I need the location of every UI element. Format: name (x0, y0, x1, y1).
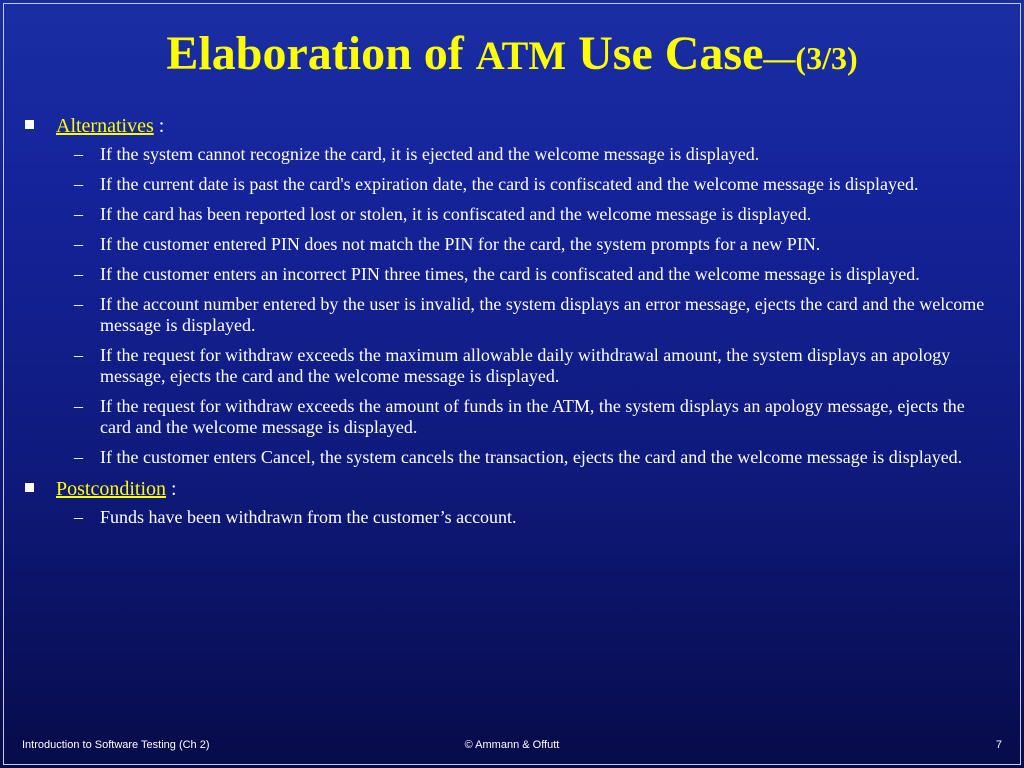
list-item (74, 345, 997, 387)
footer-course: Introduction to Software Testing (Ch 2) (22, 739, 210, 751)
list-item-text: If the card has been reported lost or stolen, it is confiscated and the welcome message is displayed. (100, 204, 812, 224)
slide-content (22, 114, 997, 537)
list-item-text: If the request for withdraw exceeds the amount of funds in the ATM, the system displays an apology message, ejects the card and the welcome message is displayed. (100, 396, 965, 437)
list-item-text: If the current date is past the card's expiration date, the card is confiscated and the welcome message is displayed. (100, 174, 919, 194)
dash-bullet: – (74, 396, 83, 416)
list-item-text: If the customer entered PIN does not match the PIN for the card, the system prompts for a new PIN. (100, 234, 821, 254)
dash-bullet: – (74, 234, 83, 254)
list-item (74, 396, 997, 438)
list-item (74, 234, 997, 255)
list-item-text: If the customer enters an incorrect PIN three times, the card is confiscated and the welcome message is displayed. (100, 264, 920, 284)
list-item-text: If the request for withdraw exceeds the maximum allowable daily withdrawal amount, the system displays an apology message, ejects the card and the welcome message is displayed. (100, 345, 951, 386)
alternatives-list (22, 144, 997, 468)
title-main: Elaboration of (166, 27, 476, 80)
square-bullet-icon (25, 483, 34, 492)
list-item (74, 174, 997, 195)
list-item (74, 447, 997, 468)
list-item (74, 507, 997, 528)
dash-bullet: – (74, 174, 83, 194)
list-item (74, 294, 997, 336)
footer-page-number: 7 (995, 739, 1002, 751)
list-item-text: If the system cannot recognize the card, it is ejected and the welcome message is displayed. (100, 144, 760, 164)
dash-bullet: – (74, 204, 83, 224)
footer-copyright: © Ammann & Offutt (464, 739, 560, 751)
postcondition-list (22, 507, 997, 528)
dash-bullet: – (74, 345, 83, 365)
list-item (74, 204, 997, 225)
alternatives-heading (22, 114, 997, 138)
alternatives-link[interactable]: Alternatives (56, 115, 154, 137)
list-item (74, 264, 997, 285)
alternatives-colon: : (153, 115, 165, 137)
postcondition-link[interactable]: Postcondition (56, 478, 167, 500)
list-item-text: Funds have been withdrawn from the customer’s account. (100, 507, 517, 527)
title-rest: Use Case (566, 27, 764, 80)
dash-bullet: – (74, 447, 83, 467)
list-item-text: If the customer enters Cancel, the system cancels the transaction, ejects the card and the welcome message is displayed. (100, 447, 963, 467)
list-item (74, 144, 997, 165)
title-suffix: —(3/3) (763, 40, 858, 76)
square-bullet-icon (25, 120, 34, 129)
list-item-text: If the account number entered by the user is invalid, the system displays an error message, ejects the card and the welcome message is displayed. (100, 294, 985, 335)
dash-bullet: – (74, 264, 83, 284)
dash-bullet: – (74, 294, 83, 314)
postcondition-colon: : (166, 478, 177, 500)
dash-bullet: – (74, 144, 83, 164)
postcondition-heading (22, 477, 997, 501)
slide-title (0, 28, 1024, 81)
title-atm: ATM (475, 33, 567, 78)
dash-bullet: – (74, 507, 83, 527)
